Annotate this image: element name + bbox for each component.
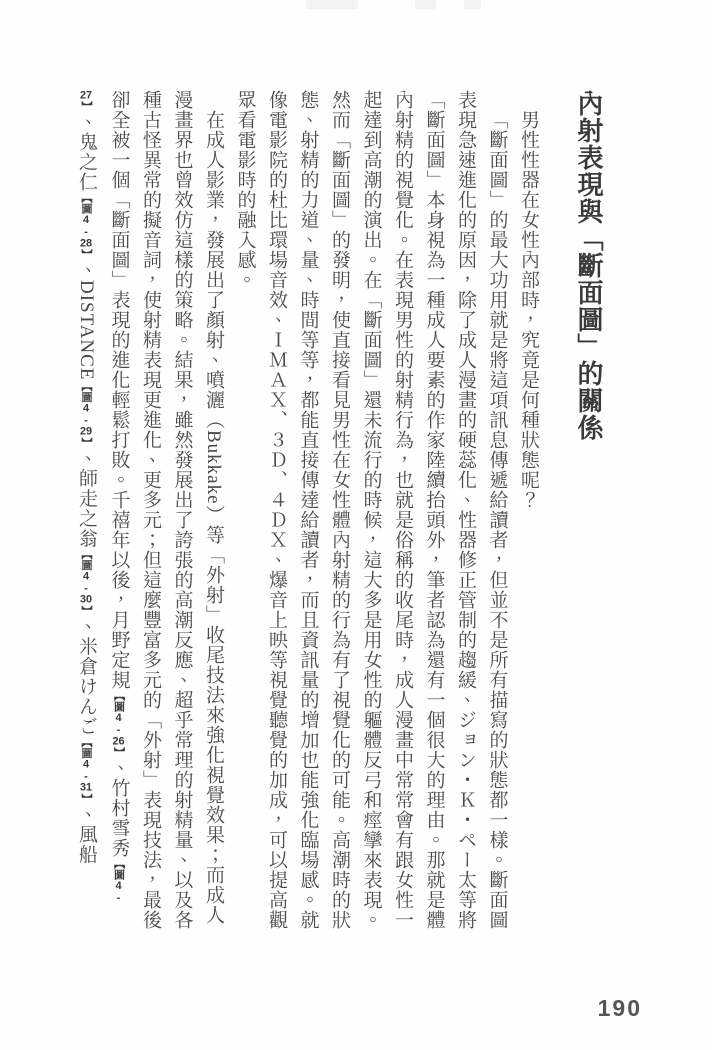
paragraph: 在成人影業，發展出了顏射、噴灑（Bukkake）等「外射」收尾技法來強化視覺效果；而成人漫畫界也曾效仿這樣的策略。結果，雖然發展出了誇張的高潮反應、超乎常理的射精量、以及各種古怪異常的擬音詞，使射精表現更進化、更多元；但這麼豐富多元的「外射」表現技法，最後卻全被一個「斷面圖」表現的進化輕鬆打敗。千禧年以後，月野定規【圖4-26】、竹村雪秀【圖4-27】、鬼之仁【圖4-28】、DISTANCE【圖4-29】、師走之翁【圖4-30】、米倉けんご【圖4-31】、風船 [76,90,224,930]
scan-artifact [415,0,436,9]
paragraph: 男性性器在女性內部時，究竟是何種狀態呢？ [518,110,539,510]
section-title: 內射表現與「斷面圖」的關係 [574,90,604,441]
figure-ref: 【圖4-28】 [79,192,93,260]
scan-artifact [464,0,481,9]
figure-ref: 【圖4-27】 [79,90,125,904]
scan-artifact [306,0,358,9]
figure-ref: 【圖4-29】 [79,380,93,449]
figure-ref: 【圖4-26】 [112,690,125,758]
figure-ref: 【圖4-31】 [79,736,93,805]
figure-ref: 【圖4-30】 [79,548,93,617]
paragraph: 「斷面圖」的最大功用就是將這項訊息傳遞給讀者，但並不是所有描寫的狀態都一樣。斷面圖表現急速進化的原因，除了成人漫畫的硬蕊化、性器修正管制的趨緩、ジョン・Ｋ・ペー太等將「斷面圖」本身視為一種成人要素的作家陸續抬頭外，筆者認為還有一個很大的理由。那就是體內射精的視覺化。在表現男性的射精行為，也就是俗稱的收尾時，成人漫畫中常常會有跟女性一起達到高潮的演出。在「斷面圖」還未流行的時候，這大多是用女性的軀體反弓和痙攣來表現。然而「斷面圖」的發明，使直接看見男性在女性體內射精的行為有了視覺化的可能。高潮時的狀態、射精的力道、量、時間等等，都能直接傳達給讀者，而且資訊量的增加也能強化臨場感。就像電影院的杜比環場音效、ＩＭＡＸ、３Ｄ、４ＤＸ、爆音上映等視覺聽覺的加成，可以提高觀眾看電影時的融入感。 [234,90,508,930]
page-number: 190 [597,995,642,1021]
article [70,90,618,932]
article-body [70,90,545,932]
